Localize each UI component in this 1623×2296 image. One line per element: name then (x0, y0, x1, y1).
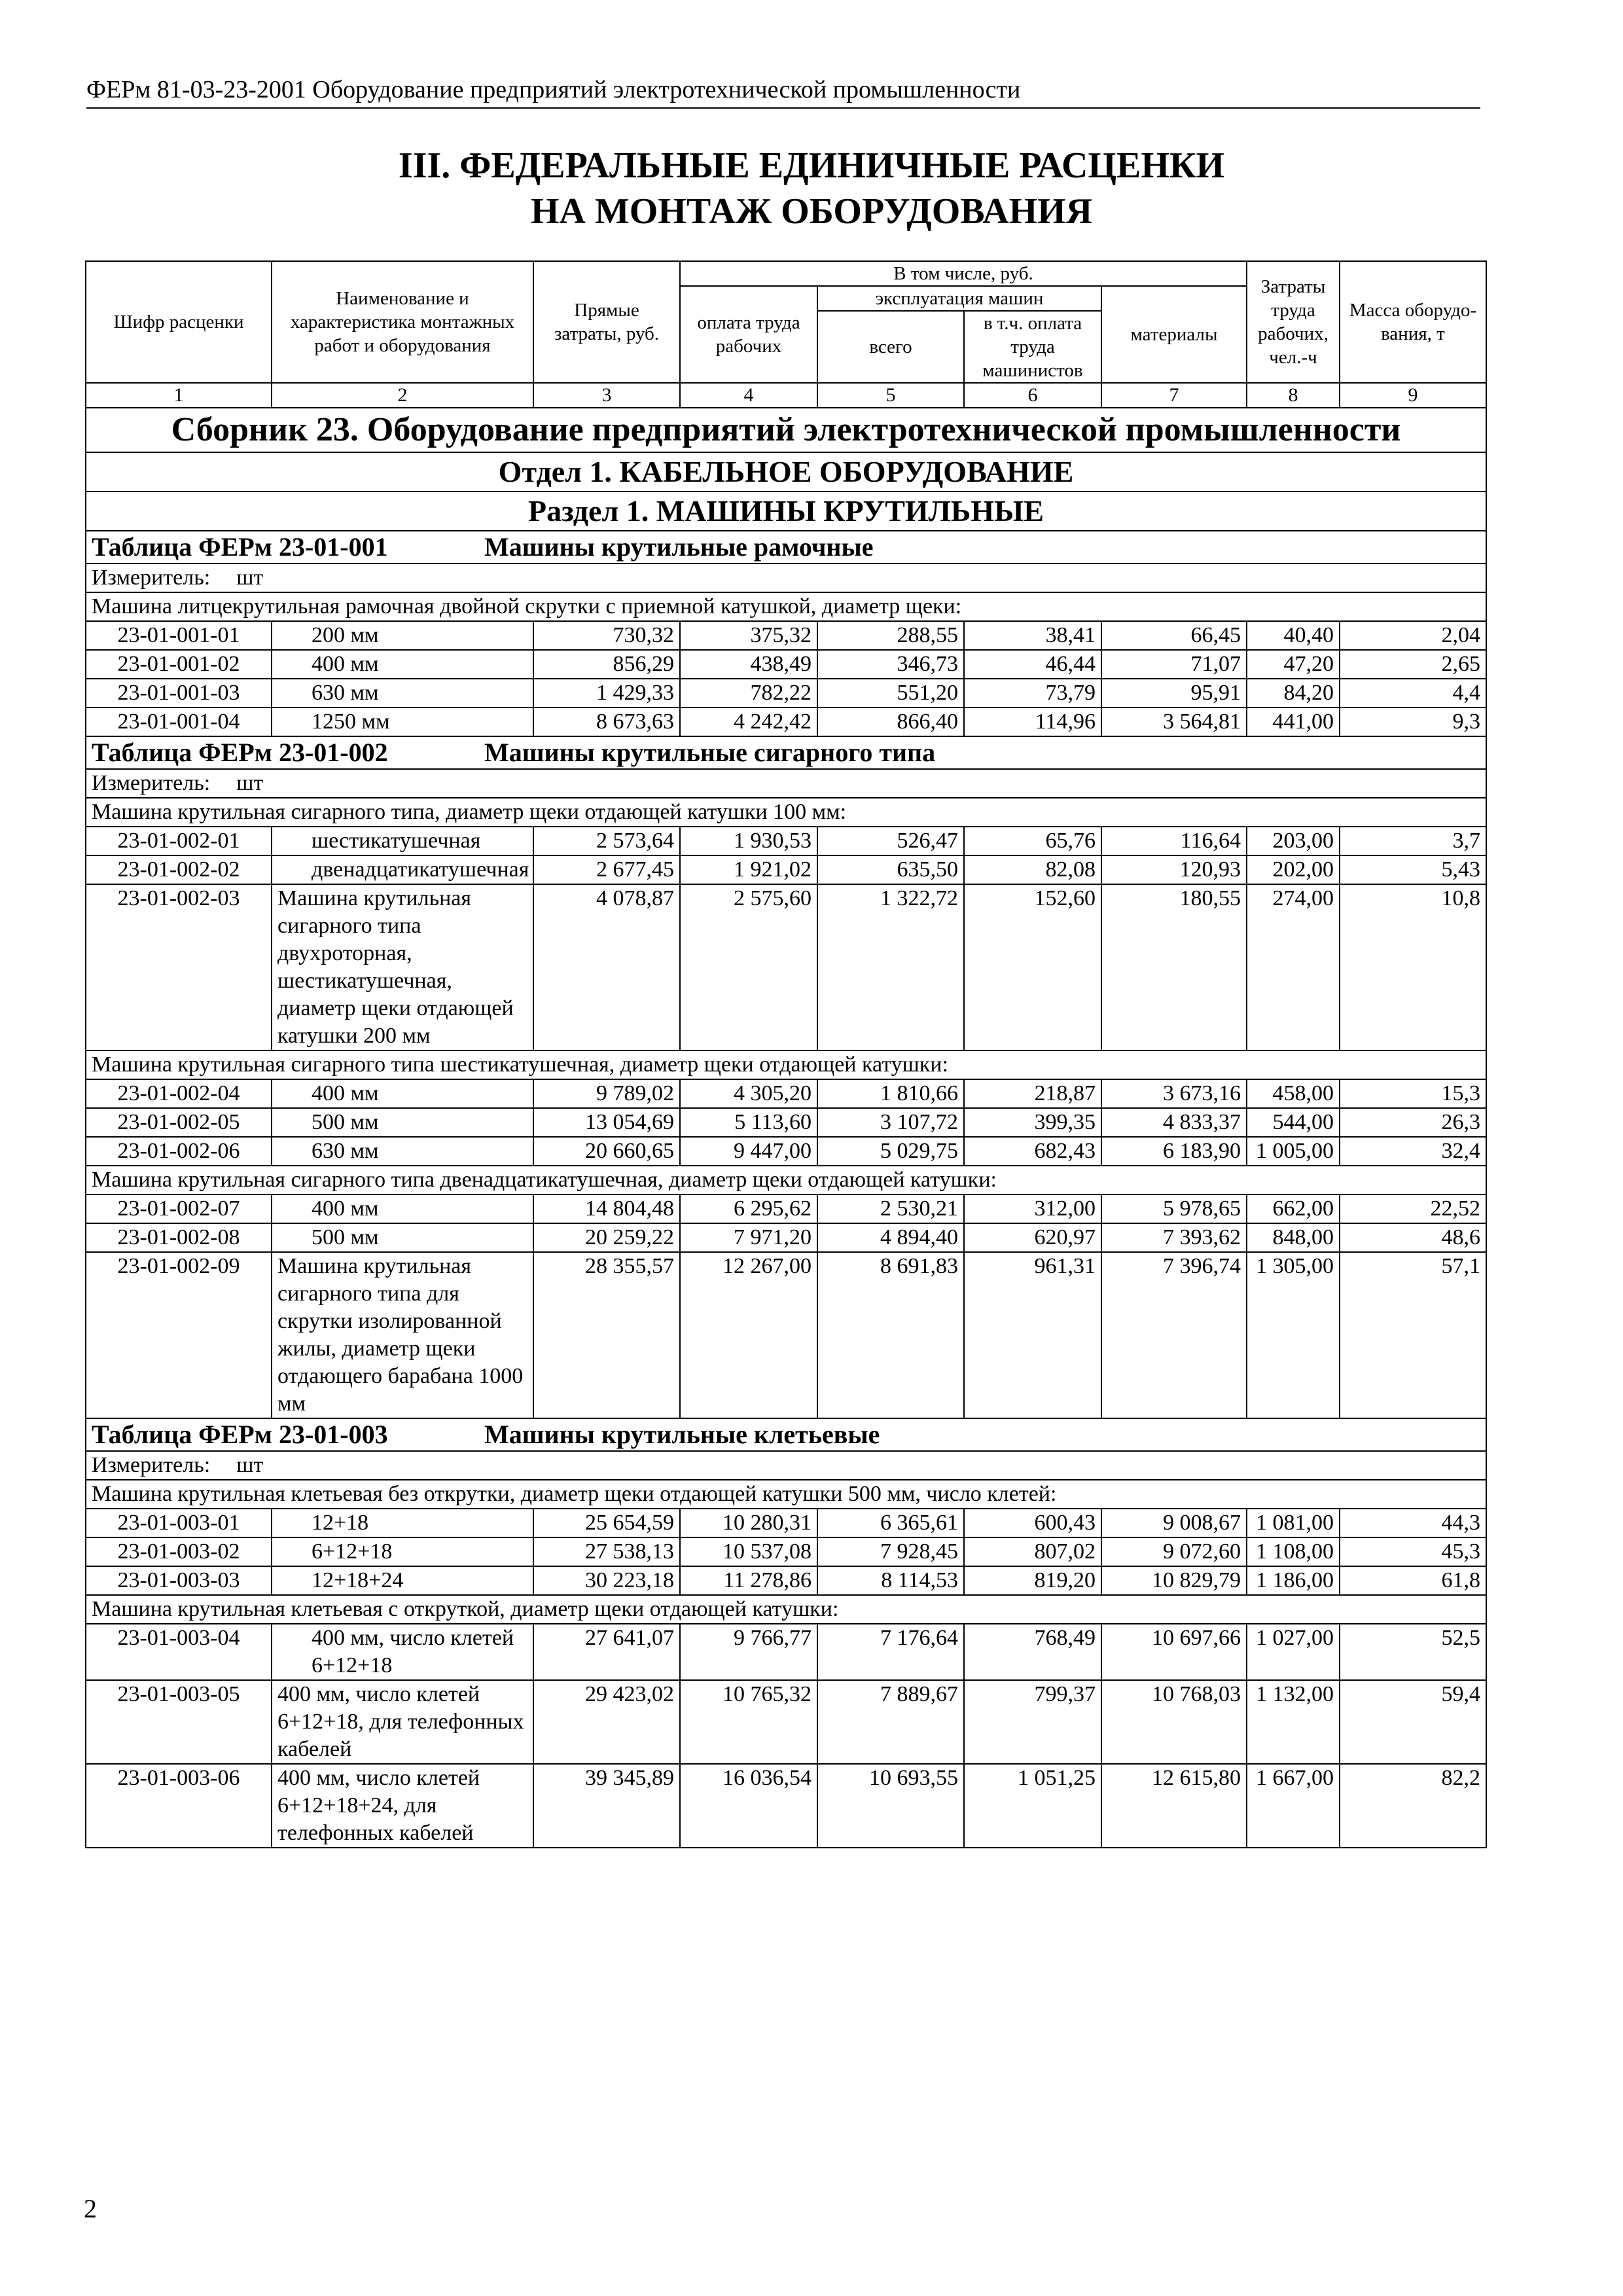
cell-m_wages: 73,79 (964, 679, 1101, 708)
cell-labor: 662,00 (1247, 1194, 1340, 1223)
table-row (86, 708, 1486, 736)
cell-materials: 66,45 (1101, 621, 1247, 650)
cell-mass: 26,3 (1340, 1108, 1486, 1137)
cell-direct: 8 673,63 (533, 708, 680, 736)
cell-m_total: 7 176,64 (817, 1624, 964, 1680)
cell-mass: 22,52 (1340, 1194, 1486, 1223)
cell-labor: 203,00 (1247, 827, 1340, 855)
cell-labor: 441,00 (1247, 708, 1340, 736)
table-row (86, 1537, 1486, 1566)
cell-name: двенадцатикатушечная (272, 855, 533, 884)
subtable-heading (86, 1418, 1486, 1451)
cell-direct: 2 573,64 (533, 827, 680, 855)
table-row (86, 884, 1486, 1050)
cell-name: 400 мм (272, 650, 533, 679)
cell-materials: 180,55 (1101, 884, 1247, 1050)
table-row (86, 1194, 1486, 1223)
cell-name: 400 мм, число клетей 6+12+18, для телефонных кабелей (272, 1680, 533, 1764)
cell-name: 400 мм (272, 1079, 533, 1108)
cell-direct: 39 345,89 (533, 1764, 680, 1848)
cell-wages: 11 278,86 (680, 1566, 817, 1595)
subtable-heading-row (86, 531, 1486, 564)
cell-m_wages: 799,37 (964, 1680, 1101, 1764)
subtable-title: Машины крутильные рамочные (484, 532, 874, 562)
column-number: 3 (533, 383, 680, 408)
table-row (86, 1764, 1486, 1848)
unit-value: шт (236, 565, 264, 590)
table-row (86, 1566, 1486, 1595)
cell-mass: 10,8 (1340, 884, 1486, 1050)
cell-labor: 848,00 (1247, 1223, 1340, 1252)
cell-m_total: 10 693,55 (817, 1764, 964, 1848)
cell-code: 23-01-002-05 (86, 1108, 272, 1137)
cell-m_total: 8 114,53 (817, 1566, 964, 1595)
subtable-heading-row (86, 736, 1486, 769)
unit-cell (86, 564, 1486, 592)
group-caption-row (86, 592, 1486, 621)
group-caption: Машина крутильная сигарного типа, диаметр щеки отдающей катушки 100 мм: (86, 798, 1486, 827)
cell-m_wages: 961,31 (964, 1252, 1101, 1418)
column-number: 4 (680, 383, 817, 408)
cell-wages: 1 921,02 (680, 855, 817, 884)
cell-code: 23-01-003-05 (86, 1680, 272, 1764)
unit-cell (86, 769, 1486, 798)
department-heading-row (86, 452, 1486, 492)
cell-m_wages: 682,43 (964, 1137, 1101, 1166)
cell-code: 23-01-002-08 (86, 1223, 272, 1252)
unit-label: Измеритель: (92, 1453, 211, 1477)
col-header-name: Наименование и характеристика монтажных работ и оборудования (272, 261, 533, 383)
cell-labor: 1 667,00 (1247, 1764, 1340, 1848)
cell-mass: 4,4 (1340, 679, 1486, 708)
cell-code: 23-01-003-02 (86, 1537, 272, 1566)
cell-wages: 4 305,20 (680, 1079, 817, 1108)
cell-m_wages: 1 051,25 (964, 1764, 1101, 1848)
cell-materials: 6 183,90 (1101, 1137, 1247, 1166)
cell-code: 23-01-002-06 (86, 1137, 272, 1166)
group-caption: Машина литцекрутильная рамочная двойной скрутки с приемной катушкой, диаметр щеки: (86, 592, 1486, 621)
cell-wages: 12 267,00 (680, 1252, 817, 1418)
col-header-labor: Затраты труда рабочих, чел.-ч (1247, 261, 1340, 383)
cell-labor: 1 186,00 (1247, 1566, 1340, 1595)
unit-label: Измеритель: (92, 565, 211, 590)
cell-labor: 40,40 (1247, 621, 1340, 650)
table-row (86, 1079, 1486, 1108)
cell-labor: 1 027,00 (1247, 1624, 1340, 1680)
cell-direct: 856,29 (533, 650, 680, 679)
group-caption: Машина крутильная сигарного типа двенадцатикатушечная, диаметр щеки отдающей катушки: (86, 1166, 1486, 1194)
cell-code: 23-01-003-03 (86, 1566, 272, 1595)
table-row (86, 1680, 1486, 1764)
col-header-machines-total: всего (817, 311, 964, 383)
cell-labor: 47,20 (1247, 650, 1340, 679)
running-header: ФЕРм 81-03-23-2001 Оборудование предприятий электротехнической промышленности (86, 73, 1480, 109)
cell-materials: 12 615,80 (1101, 1764, 1247, 1848)
column-numbers-row (86, 383, 1486, 408)
group-caption: Машина крутильная клетьевая с откруткой, диаметр щеки отдающей катушки: (86, 1595, 1486, 1624)
cell-direct: 730,32 (533, 621, 680, 650)
cell-wages: 10 537,08 (680, 1537, 817, 1566)
subtable-title: Машины крутильные сигарного типа (484, 738, 936, 767)
table-row (86, 1624, 1486, 1680)
cell-m_total: 4 894,40 (817, 1223, 964, 1252)
cell-m_wages: 768,49 (964, 1624, 1101, 1680)
cell-m_wages: 218,87 (964, 1079, 1101, 1108)
collection-heading-row (86, 408, 1486, 452)
cell-wages: 10 280,31 (680, 1509, 817, 1537)
table-row (86, 679, 1486, 708)
cell-wages: 5 113,60 (680, 1108, 817, 1137)
cell-name: 500 мм (272, 1223, 533, 1252)
cell-code: 23-01-001-01 (86, 621, 272, 650)
cell-mass: 32,4 (1340, 1137, 1486, 1166)
group-caption: Машина крутильная клетьевая без открутки, диаметр щеки отдающей катушки 500 мм, число клетей: (86, 1480, 1486, 1509)
unit-value: шт (236, 1453, 264, 1477)
cell-m_wages: 46,44 (964, 650, 1101, 679)
cell-mass: 2,65 (1340, 650, 1486, 679)
group-caption-row (86, 1595, 1486, 1624)
cell-name: шестикатушечная (272, 827, 533, 855)
cell-materials: 116,64 (1101, 827, 1247, 855)
cell-direct: 2 677,45 (533, 855, 680, 884)
cell-wages: 375,32 (680, 621, 817, 650)
group-caption-row (86, 1480, 1486, 1509)
cell-name: 6+12+18 (272, 1537, 533, 1566)
cell-m_wages: 399,35 (964, 1108, 1101, 1137)
subtable-code: Таблица ФЕРм 23-01-002 (92, 738, 388, 767)
cell-name: 12+18+24 (272, 1566, 533, 1595)
cell-m_wages: 819,20 (964, 1566, 1101, 1595)
table-body (86, 408, 1486, 1848)
cell-name: Машина крутильная сигарного типа для скрутки изолированной жилы, диаметр щеки отдающего барабана 1000 мм (272, 1252, 533, 1418)
cell-m_total: 7 889,67 (817, 1680, 964, 1764)
table-header (86, 261, 1486, 408)
cell-materials: 95,91 (1101, 679, 1247, 708)
table-row (86, 1252, 1486, 1418)
cell-m_wages: 312,00 (964, 1194, 1101, 1223)
cell-m_wages: 600,43 (964, 1509, 1101, 1537)
col-header-mass: Масса оборудо-вания, т (1340, 261, 1486, 383)
col-header-code: Шифр расценки (86, 261, 272, 383)
cell-mass: 59,4 (1340, 1680, 1486, 1764)
cell-materials: 7 396,74 (1101, 1252, 1247, 1418)
subtable-code: Таблица ФЕРм 23-01-001 (92, 532, 388, 562)
section-heading-row (86, 492, 1486, 531)
subtable-code: Таблица ФЕРм 23-01-003 (92, 1420, 388, 1449)
group-caption-row (86, 798, 1486, 827)
cell-m_wages: 807,02 (964, 1537, 1101, 1566)
cell-direct: 4 078,87 (533, 884, 680, 1050)
column-number: 8 (1247, 383, 1340, 408)
cell-mass: 44,3 (1340, 1509, 1486, 1537)
cell-name: 400 мм (272, 1194, 533, 1223)
cell-m_total: 2 530,21 (817, 1194, 964, 1223)
cell-code: 23-01-002-09 (86, 1252, 272, 1418)
cell-wages: 10 765,32 (680, 1680, 817, 1764)
cell-m_wages: 65,76 (964, 827, 1101, 855)
cell-name: 12+18 (272, 1509, 533, 1537)
group-caption-row (86, 1166, 1486, 1194)
cell-code: 23-01-003-06 (86, 1764, 272, 1848)
cell-direct: 28 355,57 (533, 1252, 680, 1418)
cell-direct: 14 804,48 (533, 1194, 680, 1223)
group-caption-row (86, 1050, 1486, 1079)
cell-wages: 9 766,77 (680, 1624, 817, 1680)
cell-labor: 202,00 (1247, 855, 1340, 884)
cell-code: 23-01-003-04 (86, 1624, 272, 1680)
cell-m_total: 288,55 (817, 621, 964, 650)
table-row (86, 1223, 1486, 1252)
cell-wages: 7 971,20 (680, 1223, 817, 1252)
cell-mass: 48,6 (1340, 1223, 1486, 1252)
cell-materials: 10 829,79 (1101, 1566, 1247, 1595)
cell-wages: 16 036,54 (680, 1764, 817, 1848)
cell-m_total: 3 107,72 (817, 1108, 964, 1137)
cell-mass: 82,2 (1340, 1764, 1486, 1848)
table-row (86, 855, 1486, 884)
cell-name: 400 мм, число клетей 6+12+18 (272, 1624, 533, 1680)
column-number: 7 (1101, 383, 1247, 408)
cell-code: 23-01-002-03 (86, 884, 272, 1050)
cell-code: 23-01-001-03 (86, 679, 272, 708)
cell-code: 23-01-001-02 (86, 650, 272, 679)
cell-materials: 120,93 (1101, 855, 1247, 884)
cell-m_total: 1 322,72 (817, 884, 964, 1050)
table-row (86, 827, 1486, 855)
cell-wages: 2 575,60 (680, 884, 817, 1050)
cell-m_wages: 38,41 (964, 621, 1101, 650)
cell-m_total: 1 810,66 (817, 1079, 964, 1108)
unit-value: шт (236, 771, 264, 795)
cell-wages: 438,49 (680, 650, 817, 679)
cell-direct: 30 223,18 (533, 1566, 680, 1595)
cell-mass: 52,5 (1340, 1624, 1486, 1680)
cell-m_total: 8 691,83 (817, 1252, 964, 1418)
col-header-wages: оплата труда рабочих (680, 286, 817, 383)
page-number: 2 (84, 2194, 97, 2223)
unit-label: Измеритель: (92, 771, 211, 795)
cell-materials: 4 833,37 (1101, 1108, 1247, 1137)
cell-labor: 1 108,00 (1247, 1537, 1340, 1566)
page-title-line-1: III. ФЕДЕРАЛЬНЫЕ ЕДИНИЧНЫЕ РАСЦЕНКИ (398, 145, 1225, 186)
col-header-materials: материалы (1101, 286, 1247, 383)
cell-wages: 4 242,42 (680, 708, 817, 736)
cell-materials: 10 697,66 (1101, 1624, 1247, 1680)
table-row (86, 650, 1486, 679)
cell-labor: 544,00 (1247, 1108, 1340, 1137)
cell-code: 23-01-002-01 (86, 827, 272, 855)
cell-code: 23-01-003-01 (86, 1509, 272, 1537)
column-number: 1 (86, 383, 272, 408)
group-caption: Машина крутильная сигарного типа шестикатушечная, диаметр щеки отдающей катушки: (86, 1050, 1486, 1079)
cell-direct: 20 259,22 (533, 1223, 680, 1252)
cell-direct: 27 641,07 (533, 1624, 680, 1680)
table-row (86, 1137, 1486, 1166)
page-title (0, 143, 1623, 234)
cell-labor: 458,00 (1247, 1079, 1340, 1108)
department-heading: Отдел 1. КАБЕЛЬНОЕ ОБОРУДОВАНИЕ (86, 452, 1486, 492)
unit-row (86, 1451, 1486, 1480)
subtable-title: Машины крутильные клетьевые (484, 1420, 880, 1449)
cell-m_wages: 620,97 (964, 1223, 1101, 1252)
cell-materials: 9 072,60 (1101, 1537, 1247, 1566)
column-number: 9 (1340, 383, 1486, 408)
cell-wages: 6 295,62 (680, 1194, 817, 1223)
cell-name: 630 мм (272, 679, 533, 708)
cell-labor: 1 305,00 (1247, 1252, 1340, 1418)
table-row (86, 1108, 1486, 1137)
cell-direct: 20 660,65 (533, 1137, 680, 1166)
cell-code: 23-01-001-04 (86, 708, 272, 736)
cell-code: 23-01-002-02 (86, 855, 272, 884)
cell-mass: 45,3 (1340, 1537, 1486, 1566)
cell-labor: 84,20 (1247, 679, 1340, 708)
cell-wages: 782,22 (680, 679, 817, 708)
cell-labor: 1 132,00 (1247, 1680, 1340, 1764)
cell-mass: 57,1 (1340, 1252, 1486, 1418)
cell-labor: 274,00 (1247, 884, 1340, 1050)
cell-name: 630 мм (272, 1137, 533, 1166)
cell-m_total: 6 365,61 (817, 1509, 964, 1537)
cell-wages: 1 930,53 (680, 827, 817, 855)
column-number: 2 (272, 383, 533, 408)
cell-mass: 61,8 (1340, 1566, 1486, 1595)
unit-row (86, 769, 1486, 798)
cell-direct: 25 654,59 (533, 1509, 680, 1537)
cell-mass: 2,04 (1340, 621, 1486, 650)
cell-name: 200 мм (272, 621, 533, 650)
cell-materials: 10 768,03 (1101, 1680, 1247, 1764)
cell-name: 400 мм, число клетей 6+12+18+24, для телефонных кабелей (272, 1764, 533, 1848)
col-header-incl: В том числе, руб. (680, 261, 1247, 286)
col-header-machines-wages: в т.ч. оплата труда машинистов (964, 311, 1101, 383)
cell-name: Машина крутильная сигарного типа двухроторная, шестикатушечная, диаметр щеки отдающей катушки 200 мм (272, 884, 533, 1050)
col-header-direct: Прямые затраты, руб. (533, 261, 680, 383)
cell-materials: 3 673,16 (1101, 1079, 1247, 1108)
cell-direct: 9 789,02 (533, 1079, 680, 1108)
cell-m_wages: 114,96 (964, 708, 1101, 736)
cell-m_total: 526,47 (817, 827, 964, 855)
cell-direct: 1 429,33 (533, 679, 680, 708)
cell-labor: 1 005,00 (1247, 1137, 1340, 1166)
cell-direct: 29 423,02 (533, 1680, 680, 1764)
cell-m_total: 5 029,75 (817, 1137, 964, 1166)
cell-m_total: 551,20 (817, 679, 964, 708)
cell-mass: 15,3 (1340, 1079, 1486, 1108)
cell-direct: 13 054,69 (533, 1108, 680, 1137)
col-header-machines: эксплуатация машин (817, 286, 1101, 311)
collection-heading: Сборник 23. Оборудование предприятий электротехнической промышленности (86, 408, 1486, 452)
subtable-heading (86, 736, 1486, 769)
cell-labor: 1 081,00 (1247, 1509, 1340, 1537)
unit-cell (86, 1451, 1486, 1480)
cell-m_total: 866,40 (817, 708, 964, 736)
subtable-heading-row (86, 1418, 1486, 1451)
cell-materials: 71,07 (1101, 650, 1247, 679)
section-heading: Раздел 1. МАШИНЫ КРУТИЛЬНЫЕ (86, 492, 1486, 531)
table-row (86, 1509, 1486, 1537)
rates-table (85, 260, 1487, 1848)
subtable-heading (86, 531, 1486, 564)
cell-name: 1250 мм (272, 708, 533, 736)
cell-materials: 7 393,62 (1101, 1223, 1247, 1252)
unit-row (86, 564, 1486, 592)
cell-mass: 3,7 (1340, 827, 1486, 855)
page-title-line-2: НА МОНТАЖ ОБОРУДОВАНИЯ (530, 191, 1093, 232)
table-row (86, 621, 1486, 650)
cell-materials: 5 978,65 (1101, 1194, 1247, 1223)
cell-m_wages: 82,08 (964, 855, 1101, 884)
cell-wages: 9 447,00 (680, 1137, 817, 1166)
cell-materials: 9 008,67 (1101, 1509, 1247, 1537)
cell-m_total: 635,50 (817, 855, 964, 884)
cell-name: 500 мм (272, 1108, 533, 1137)
cell-mass: 9,3 (1340, 708, 1486, 736)
cell-m_total: 7 928,45 (817, 1537, 964, 1566)
cell-direct: 27 538,13 (533, 1537, 680, 1566)
cell-m_wages: 152,60 (964, 884, 1101, 1050)
column-number: 5 (817, 383, 964, 408)
cell-mass: 5,43 (1340, 855, 1486, 884)
cell-m_total: 346,73 (817, 650, 964, 679)
column-number: 6 (964, 383, 1101, 408)
cell-materials: 3 564,81 (1101, 708, 1247, 736)
cell-code: 23-01-002-07 (86, 1194, 272, 1223)
cell-code: 23-01-002-04 (86, 1079, 272, 1108)
